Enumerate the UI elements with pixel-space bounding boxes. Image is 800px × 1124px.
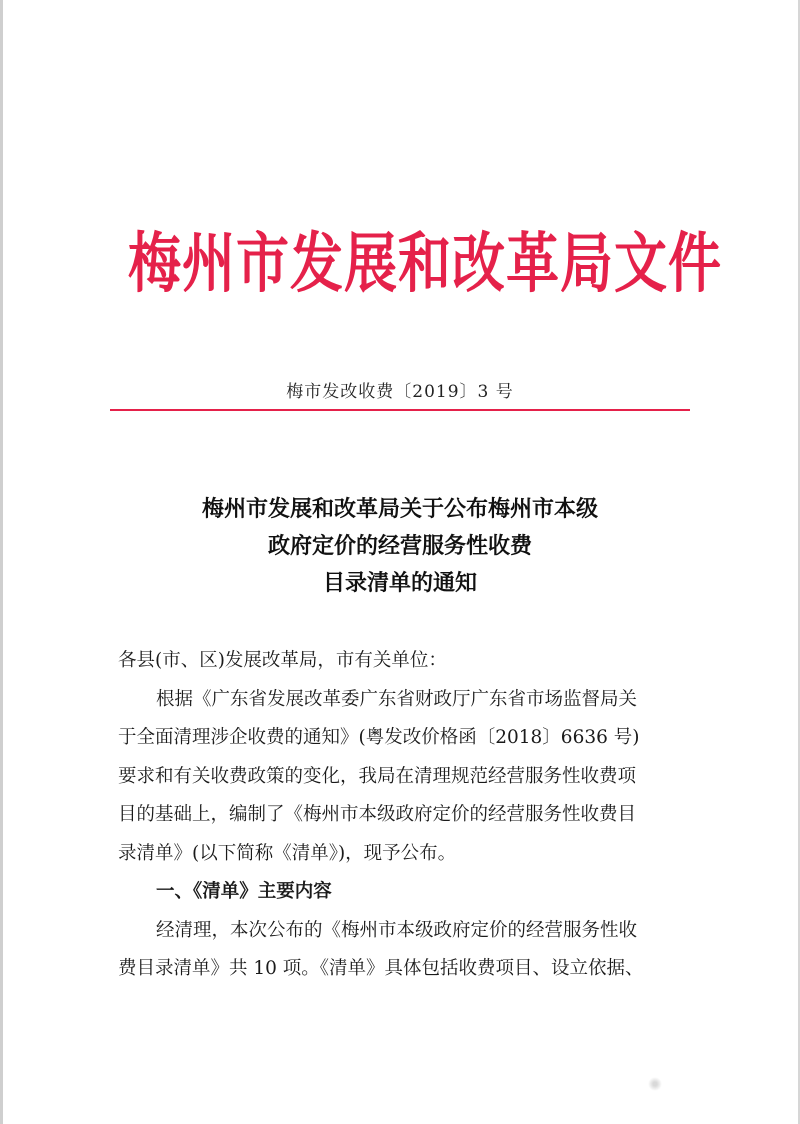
paragraph-line: 于全面清理涉企收费的通知》(粤发改价格函〔2018〕6636 号): [118, 727, 640, 748]
paragraph-line: 费目录清单》共 10 项。《清单》具体包括收费项目、设立依据、: [118, 958, 644, 979]
title-line: 政府定价的经营服务性收费: [267, 533, 532, 559]
document-issuer-header: 梅州市发展和改革局文件: [128, 227, 722, 302]
title-line: 梅州市发展和改革局关于公布梅州市本级: [201, 496, 598, 522]
salutation: 各县(市、区)发展改革局，市有关单位：: [118, 650, 447, 671]
title-line: 目录清单的通知: [322, 570, 477, 596]
paragraph-line: 要求和有关收费政策的变化，我局在清理规范经营服务性收费项: [118, 765, 637, 787]
notice-body: [118, 642, 708, 989]
paragraph-line: 录清单》(以下简称《清单》)，现予公布。: [118, 842, 457, 864]
document-number: 梅市发改收费〔2019〕3 号: [286, 382, 514, 402]
notice-title: [0, 491, 800, 602]
paragraph-line: 根据《广东省发展改革委广东省财政厅广东省市场监督局关: [156, 688, 638, 710]
scan-speck: [648, 1077, 662, 1091]
paragraph-line: 目的基础上，编制了《梅州市本级政府定价的经营服务性收费目: [118, 804, 637, 825]
paragraph-line: 经清理，本次公布的《梅州市本级政府定价的经营服务性收: [156, 919, 638, 941]
red-separator-line: [110, 409, 690, 411]
section-heading: 一、《清单》主要内容: [156, 881, 332, 902]
